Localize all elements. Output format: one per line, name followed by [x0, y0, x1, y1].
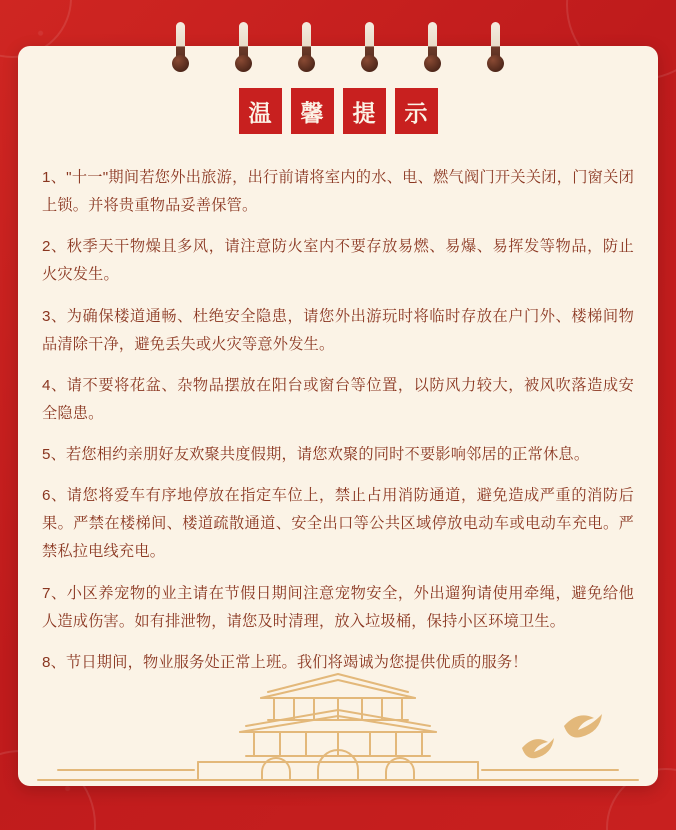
notice-item: 7、小区养宠物的业主请在节假日期间注意宠物安全，外出遛狗请使用牵绳，避免给他人造成伤害。如有排泄物，请您及时清理，放入垃圾桶，保持小区环境卫生。 [42, 584, 634, 630]
notice-item: 1、"十一"期间若您外出旅游，出行前请将室内的水、电、燃气阀门开关关闭，门窗关闭上锁。并将贵重物品妥善保管。 [42, 169, 634, 215]
page-title [18, 88, 658, 134]
notice-item: 8、节日期间，物业服务处正常上班。我们将竭诚为您提供优质的服务！ [42, 653, 528, 671]
notebook-ring [428, 22, 437, 66]
notice-item: 3、为确保楼道通畅、杜绝安全隐患，请您外出游玩时将临时存放在户门外、楼梯间物品清除干净，避免丢失或火灾等意外发生。 [42, 307, 634, 353]
title-char-1: 温 [239, 88, 282, 134]
notebook-rings [0, 22, 676, 72]
notice-item: 4、请不要将花盆、杂物品摆放在阳台或窗台等位置，以防风力较大，被风吹落造成安全隐患。 [42, 376, 634, 422]
title-char-2: 馨 [291, 88, 334, 134]
bottom-band [0, 786, 676, 830]
notice-body [42, 164, 634, 677]
notebook-ring [365, 22, 374, 66]
notebook-ring [302, 22, 311, 66]
notice-card [18, 46, 658, 786]
notebook-ring [176, 22, 185, 66]
title-char-3: 提 [343, 88, 386, 134]
title-char-4: 示 [395, 88, 438, 134]
notice-item: 2、秋季天干物燥且多风，请注意防火室内不要存放易燃、易爆、易挥发等物品，防止火灾发生。 [42, 238, 634, 284]
notebook-ring [239, 22, 248, 66]
notice-item: 6、请您将爱车有序地停放在指定车位上，禁止占用消防通道，避免造成严重的消防后果。严禁在楼梯间、楼道疏散通道、安全出口等公共区域停放电动车或电动车充电。严禁私拉电线充电。 [42, 487, 634, 561]
notice-item: 5、若您相约亲朋好友欢聚共度假期，请您欢聚的同时不要影响邻居的正常休息。 [42, 446, 590, 463]
notebook-ring [491, 22, 500, 66]
